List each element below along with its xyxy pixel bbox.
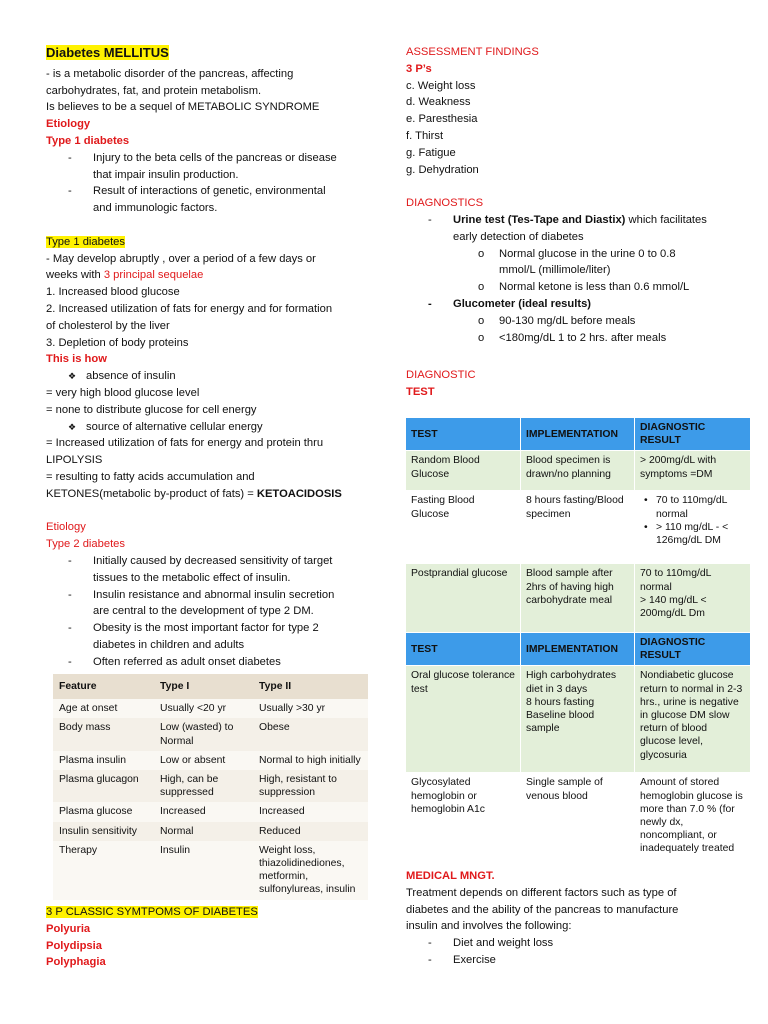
type2-label: Type 2 diabetes	[46, 538, 125, 551]
table-row: Insulin sensitivity Normal Reduced	[53, 822, 368, 841]
type1-label: Type 1 diabetes	[46, 134, 130, 147]
symptom-item: Polydipsia	[46, 939, 102, 952]
urine-test-item: - Urine test (Tes-Tape and Diastix) which facilitates early detection of diabetes	[406, 212, 752, 246]
glucometer-item: - Glucometer (ideal results)	[406, 296, 752, 313]
intro-line: - is a metabolic disorder of the pancreas, affecting	[46, 67, 294, 80]
document-title: Diabetes MELLITUS	[46, 45, 169, 60]
how-absence: ❖ absence of insulin	[46, 368, 376, 385]
mngt-line: Treatment depends on different factors such as type of	[406, 886, 677, 899]
symptoms-heading: 3 P CLASSIC SYMTPOMS OF DIABETES	[46, 906, 258, 918]
type1-development: - May develop abruptly , over a period of a few days or	[46, 252, 316, 265]
type2-cause: - Often referred as adult onset diabetes	[46, 654, 376, 671]
how-source: ❖ source of alternative cellular energy	[46, 419, 376, 436]
how-line: = resulting to fatty acids accumulation and	[46, 470, 255, 483]
type2-cause: - Insulin resistance and abnormal insulin secretion are central to the development of type 2 DM.	[46, 587, 376, 621]
mngt-line: diabetes and the ability of the pancreas to manufacture	[406, 903, 679, 916]
how-line: LIPOLYSIS	[46, 454, 103, 467]
diag-test-heading: DIAGNOSTIC	[406, 369, 476, 382]
implementation-header: IMPLEMENTATION	[521, 418, 635, 451]
diag-test-heading-2: TEST	[406, 385, 435, 398]
how-line: = none to distribute glucose for cell energy	[46, 403, 257, 416]
type2-cause: - Obesity is the most important factor for type 2 diabetes in children and adults	[46, 620, 376, 654]
diagnostic-table-2	[405, 632, 751, 860]
feature-table	[53, 674, 368, 900]
result-header: DIAGNOSTIC RESULT	[635, 633, 751, 666]
sequela-line: 2. Increased utilization of fats for energy and for formation	[46, 302, 333, 315]
diagnostic-table-1	[405, 417, 751, 637]
symptoms-block	[46, 904, 376, 971]
table-row: Plasma glucose Increased Increased	[53, 802, 368, 821]
mngt-heading: MEDICAL MNGT.	[406, 870, 495, 882]
intro-line: Is believes to be a sequel of METABOLIC SYNDROME	[46, 101, 320, 114]
how-line: = very high blood glucose level	[46, 386, 200, 399]
fasting-results: • 70 to 110mg/dL normal • > 110 mg/dL - < 126mg/dL DM	[635, 491, 751, 564]
type1-development-2: weeks with 3 principal sequelae	[46, 269, 204, 282]
etiology-label: Etiology	[46, 118, 91, 131]
glucometer-sub-item: o 90-130 mg/dL before meals	[406, 313, 752, 330]
urine-sub-item: o Normal ketone is less than 0.6 mmol/L	[406, 279, 752, 296]
table-row: Body mass Low (wasted) to Normal Obese	[53, 718, 368, 750]
mngt-item: - Exercise	[406, 952, 752, 969]
implementation-header: IMPLEMENTATION	[521, 633, 635, 666]
right-column	[406, 44, 752, 401]
feature-header: Feature	[53, 674, 154, 699]
table-row: Postprandial glucose Blood sample after 2hrs of having high carbohydrate meal 70 to 110mg/dL normal > 140 mg/dL < 200mg/dL Dm	[406, 564, 751, 637]
finding-item: g. Fatigue	[406, 146, 456, 159]
medical-management	[406, 868, 752, 969]
finding-item: g. Dehydration	[406, 163, 479, 176]
table-row: Fasting Blood Glucose 8 hours fasting/Blood specimen • 70 to 110mg/dL normal • > 110 mg/dL - < 126mg/dL DM	[406, 491, 751, 564]
intro-line: carbohydrates, fat, and protein metabolism.	[46, 84, 262, 97]
diagnostics-heading: DIAGNOSTICS	[406, 197, 484, 210]
type1-heading: Type 1 diabetes	[46, 235, 125, 248]
etiology2-label: Etiology	[46, 521, 86, 534]
finding-item: c. Weight loss	[406, 79, 476, 92]
type2-header: Type II	[253, 674, 368, 699]
mngt-line: insulin and involves the following:	[406, 920, 572, 933]
table-row: Oral glucose tolerance test High carbohydrates diet in 3 days 8 hours fasting Baseline blood sample Nondiabetic glucose return to normal in 2-3 hrs., urine is negative in glucose DM slow return of blood glucose level, glycosuria	[406, 666, 751, 773]
sequela-line: 1. Increased blood glucose	[46, 286, 180, 299]
glucometer-sub-item: o <180mg/dL 1 to 2 hrs. after meals	[406, 330, 752, 347]
type1-cause: - Injury to the beta cells of the pancreas or disease that impair insulin production.	[46, 150, 376, 184]
left-column	[46, 45, 376, 670]
urine-sub-item: o Normal glucose in the urine 0 to 0.8 mmol/L (millimole/liter)	[406, 246, 752, 280]
table-row: Age at onset Usually <20 yr Usually >30 yr	[53, 699, 368, 718]
finding-item: e. Paresthesia	[406, 113, 478, 126]
mngt-item: - Diet and weight loss	[406, 935, 752, 952]
table-row: Plasma glucagon High, can be suppressed High, resistant to suppression	[53, 770, 368, 802]
type1-header: Type I	[154, 674, 253, 699]
table-row: Plasma insulin Low or absent Normal to high initially	[53, 751, 368, 770]
type2-cause: - Initially caused by decreased sensitivity of target tissues to the metabolic effect of insulin.	[46, 553, 376, 587]
table-row: Random Blood Glucose Blood specimen is drawn/no planning > 200mg/dL with symptoms =DM	[406, 451, 751, 491]
how-line: KETONES(metabolic by-product of fats) = KETOACIDOSIS	[46, 487, 342, 500]
this-is-how: This is how	[46, 353, 107, 366]
sequela-line: 3. Depletion of body proteins	[46, 336, 189, 349]
assessment-heading: ASSESSMENT FINDINGS	[406, 46, 539, 58]
test-header: TEST	[406, 418, 521, 451]
finding-item: d. Weakness	[406, 96, 471, 109]
sequela-line: of cholesterol by the liver	[46, 319, 170, 332]
symptom-item: Polyphagia	[46, 956, 106, 969]
finding-item: f. Thirst	[406, 129, 444, 142]
test-header: TEST	[406, 633, 521, 666]
type1-cause: - Result of interactions of genetic, environmental and immunologic factors.	[46, 183, 376, 217]
symptom-item: Polyuria	[46, 922, 91, 935]
three-ps-label: 3 P’s	[406, 62, 432, 75]
table-row: Glycosylated hemoglobin or hemoglobin A1c Single sample of venous blood Amount of stored hemoglobin glucose is more than 7.0 % (for newly dx, noncompliant, or inadequately treated	[406, 773, 751, 859]
table-row: Therapy Insulin Weight loss, thiazolidinediones, metformin, sulfonylureas, insulin	[53, 841, 368, 900]
result-header: DIAGNOSTIC RESULT	[635, 418, 751, 451]
how-line: = Increased utilization of fats for energy and protein thru	[46, 437, 324, 450]
